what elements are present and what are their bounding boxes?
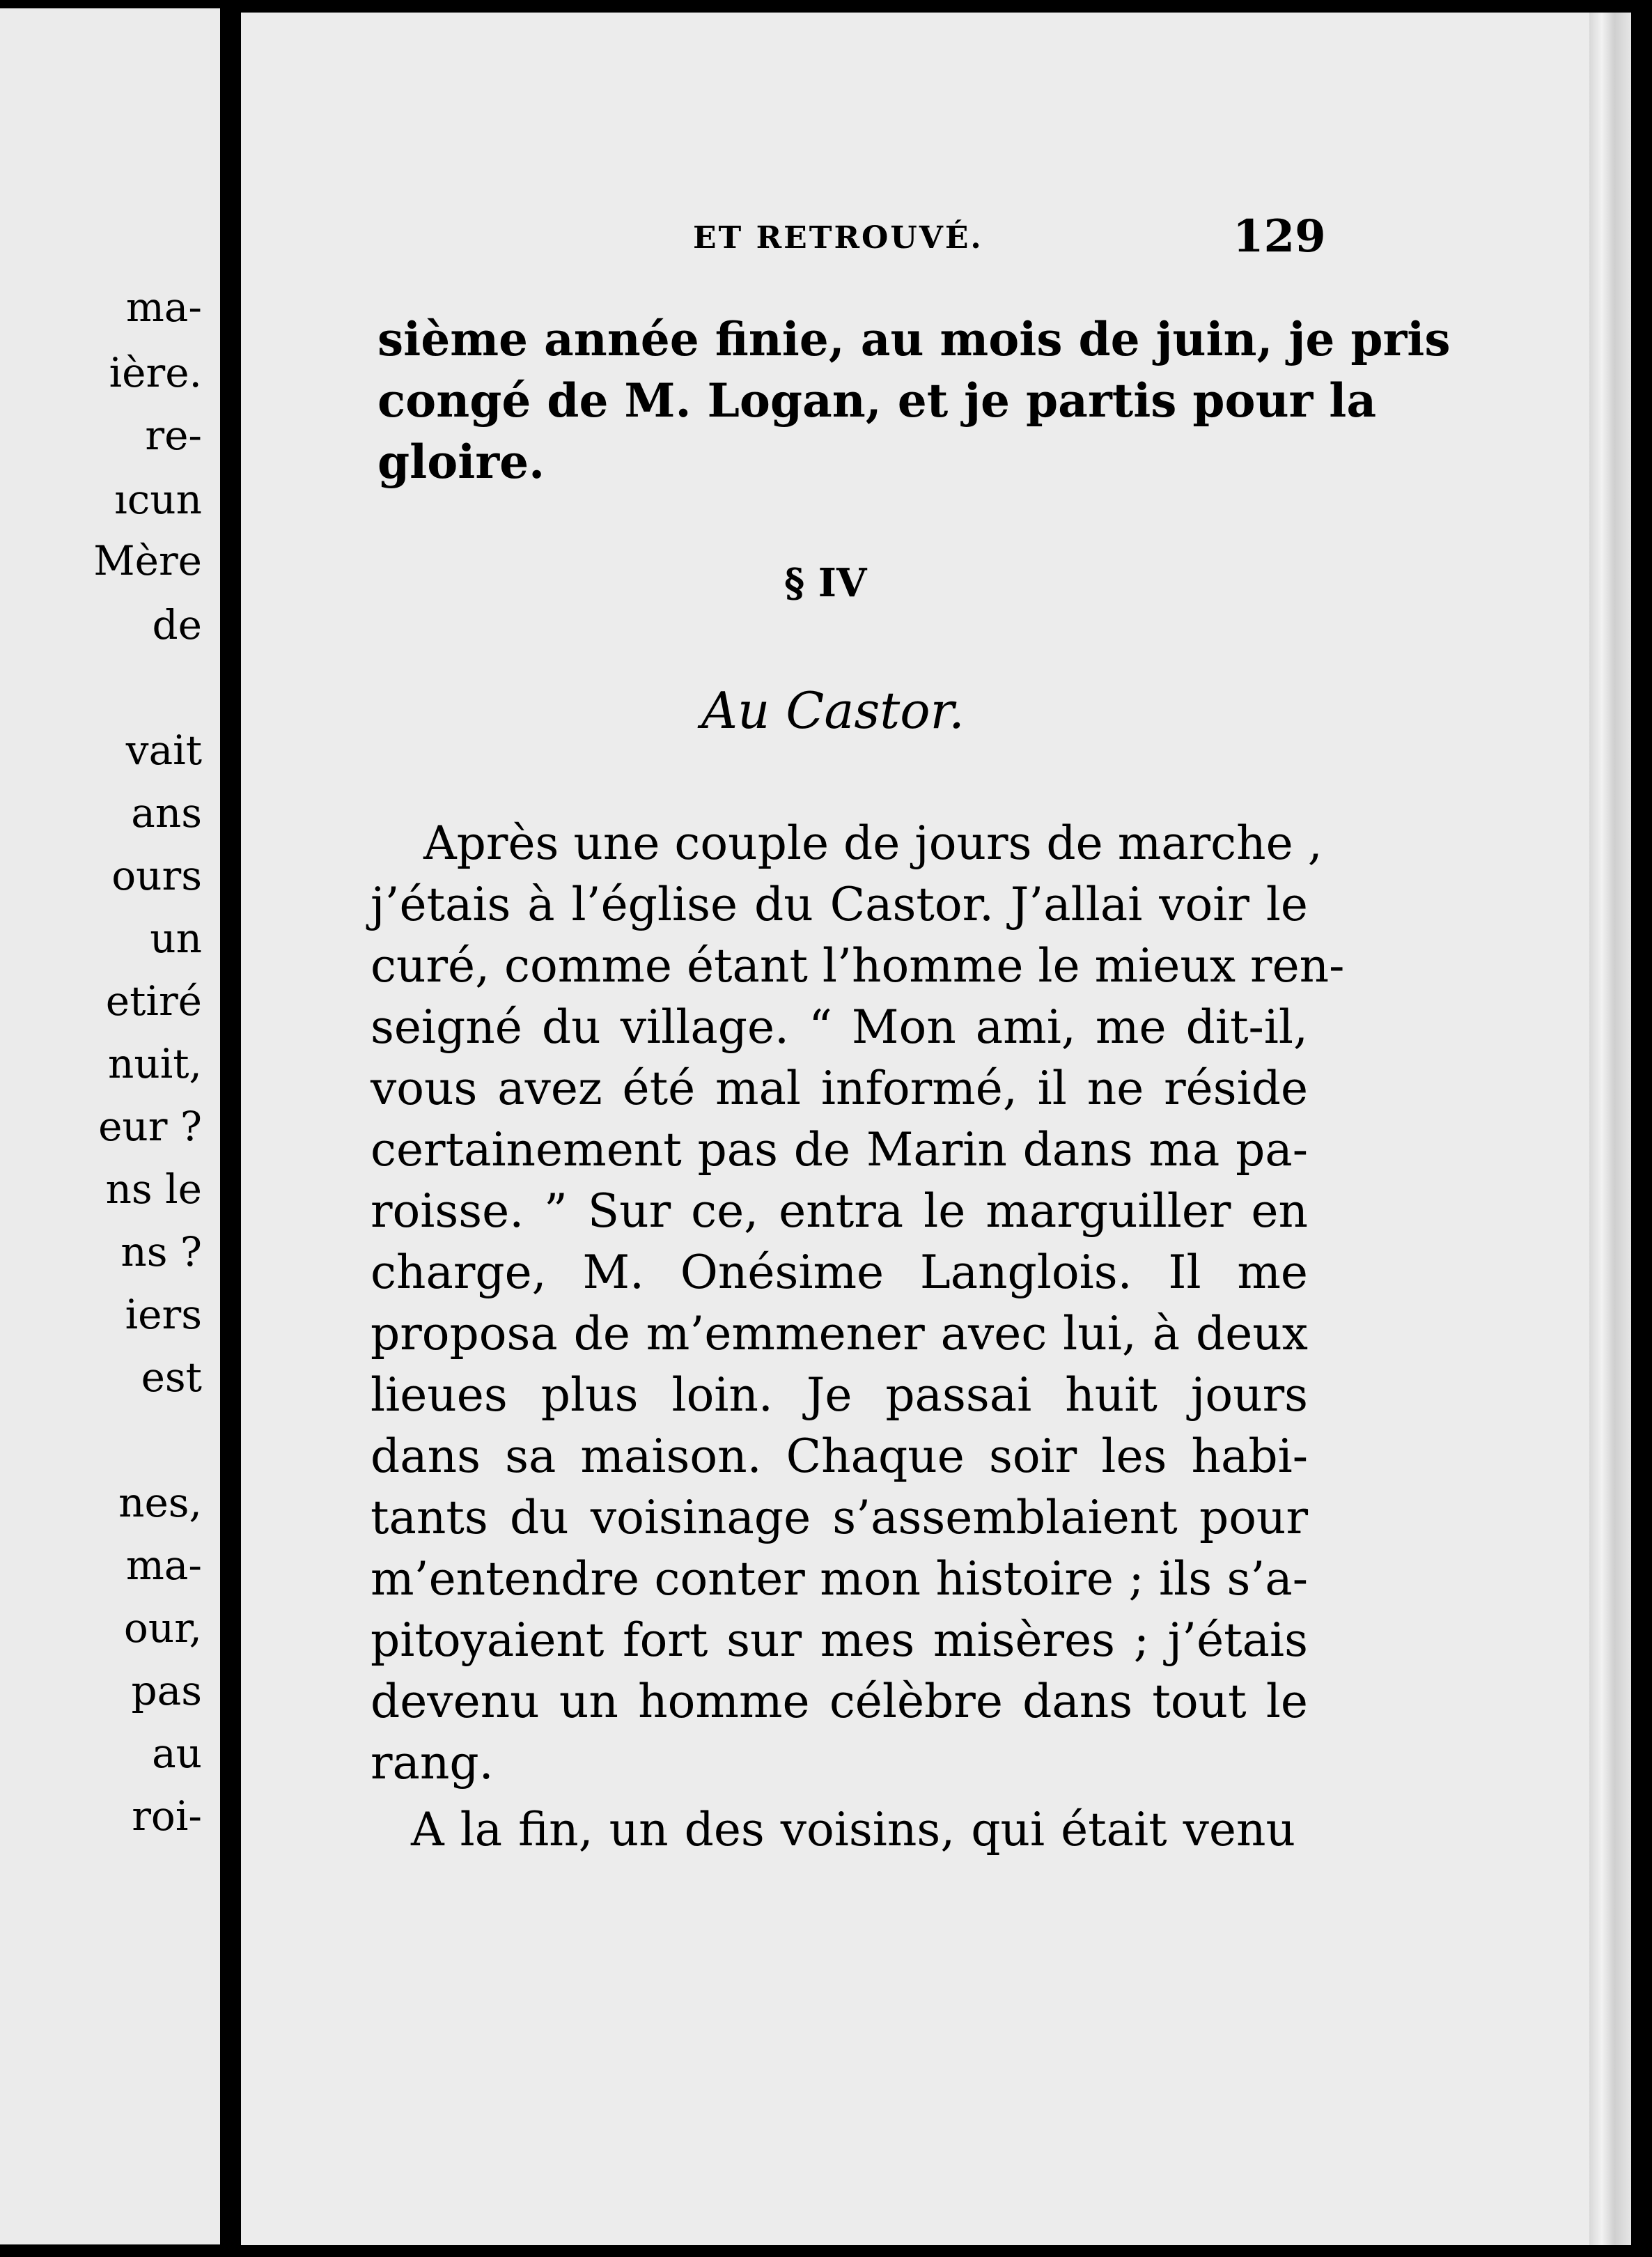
- left-page-fragment: roi-: [132, 1792, 202, 1840]
- left-page-fragment: un: [150, 915, 202, 962]
- left-page-fragment: ıcun: [114, 476, 202, 523]
- text-line: gloire.: [377, 435, 545, 489]
- left-page-fragment: vait: [125, 727, 202, 774]
- text-line: pitoyaient fort sur mes misères ; j’étais: [371, 1613, 1308, 1667]
- left-page-fragment: etiré: [105, 977, 202, 1025]
- left-page-fragment: est: [141, 1354, 202, 1401]
- left-page-fragment: ns le: [105, 1165, 202, 1213]
- text-line: Après une couple de jours de marche ,: [423, 816, 1323, 870]
- left-page-fragment: ma-: [125, 284, 202, 331]
- text-line: dans sa maison. Chaque soir les habi-: [371, 1429, 1308, 1483]
- text-line: tants du voisinage s’assemblaient pour: [371, 1491, 1308, 1544]
- text-line: congé de M. Logan, et je partis pour la: [377, 373, 1377, 428]
- left-page-fragment: nuit,: [107, 1040, 202, 1087]
- left-page-fragment: au: [152, 1730, 202, 1777]
- left-page-fragment: our,: [123, 1604, 202, 1652]
- section-title: Au Castor.: [701, 681, 965, 740]
- page-number: 129: [1233, 210, 1326, 263]
- left-page-fragment: ma-: [125, 1542, 202, 1589]
- left-page-fragment: iers: [125, 1291, 202, 1338]
- text-line: seigné du village. “ Mon ami, me dit-il,: [371, 1000, 1308, 1054]
- text-line: certainement pas de Marin dans ma pa-: [371, 1123, 1308, 1177]
- text-line: proposa de m’emmener avec lui, à deux: [371, 1307, 1308, 1360]
- left-page-fragment: nes,: [118, 1479, 202, 1526]
- page-edge: [1589, 13, 1631, 2245]
- right-page: [241, 13, 1631, 2245]
- book-gutter: [220, 0, 241, 2257]
- running-head: ET RETROUVÉ.: [693, 220, 983, 256]
- text-line: A la fin, un des voisins, qui était venu: [411, 1803, 1295, 1856]
- text-line: j’étais à l’église du Castor. J’allai voir le: [371, 878, 1308, 931]
- text-line: lieues plus loin. Je passai huit jours: [371, 1368, 1308, 1422]
- text-line: roisse. ” Sur ce, entra le marguiller en: [371, 1184, 1308, 1238]
- left-page-fragment: re-: [145, 412, 202, 459]
- text-line: vous avez été mal informé, il ne réside: [371, 1062, 1308, 1115]
- left-page-fragment: ière.: [109, 349, 202, 396]
- text-line: devenu un homme célèbre dans tout le: [371, 1675, 1308, 1728]
- left-facing-page: [0, 8, 220, 2244]
- left-page-fragment: ours: [111, 852, 202, 899]
- left-page-fragment: eur ?: [98, 1103, 202, 1150]
- text-line: rang.: [371, 1736, 494, 1790]
- text-line: charge, M. Onésime Langlois. Il me: [371, 1246, 1308, 1299]
- left-page-fragment: de: [152, 601, 202, 649]
- text-line: curé, comme étant l’homme le mieux ren-: [371, 939, 1345, 993]
- text-line: m’entendre conter mon histoire ; ils s’a-: [371, 1552, 1308, 1606]
- section-number: § IV: [784, 560, 867, 606]
- left-page-fragment: ans: [131, 789, 202, 837]
- left-page-fragment: Mère: [93, 537, 202, 584]
- left-page-fragment: pas: [131, 1667, 202, 1714]
- text-line: sième année finie, au mois de juin, je pris: [377, 312, 1451, 366]
- left-page-fragment: ns ?: [120, 1228, 202, 1275]
